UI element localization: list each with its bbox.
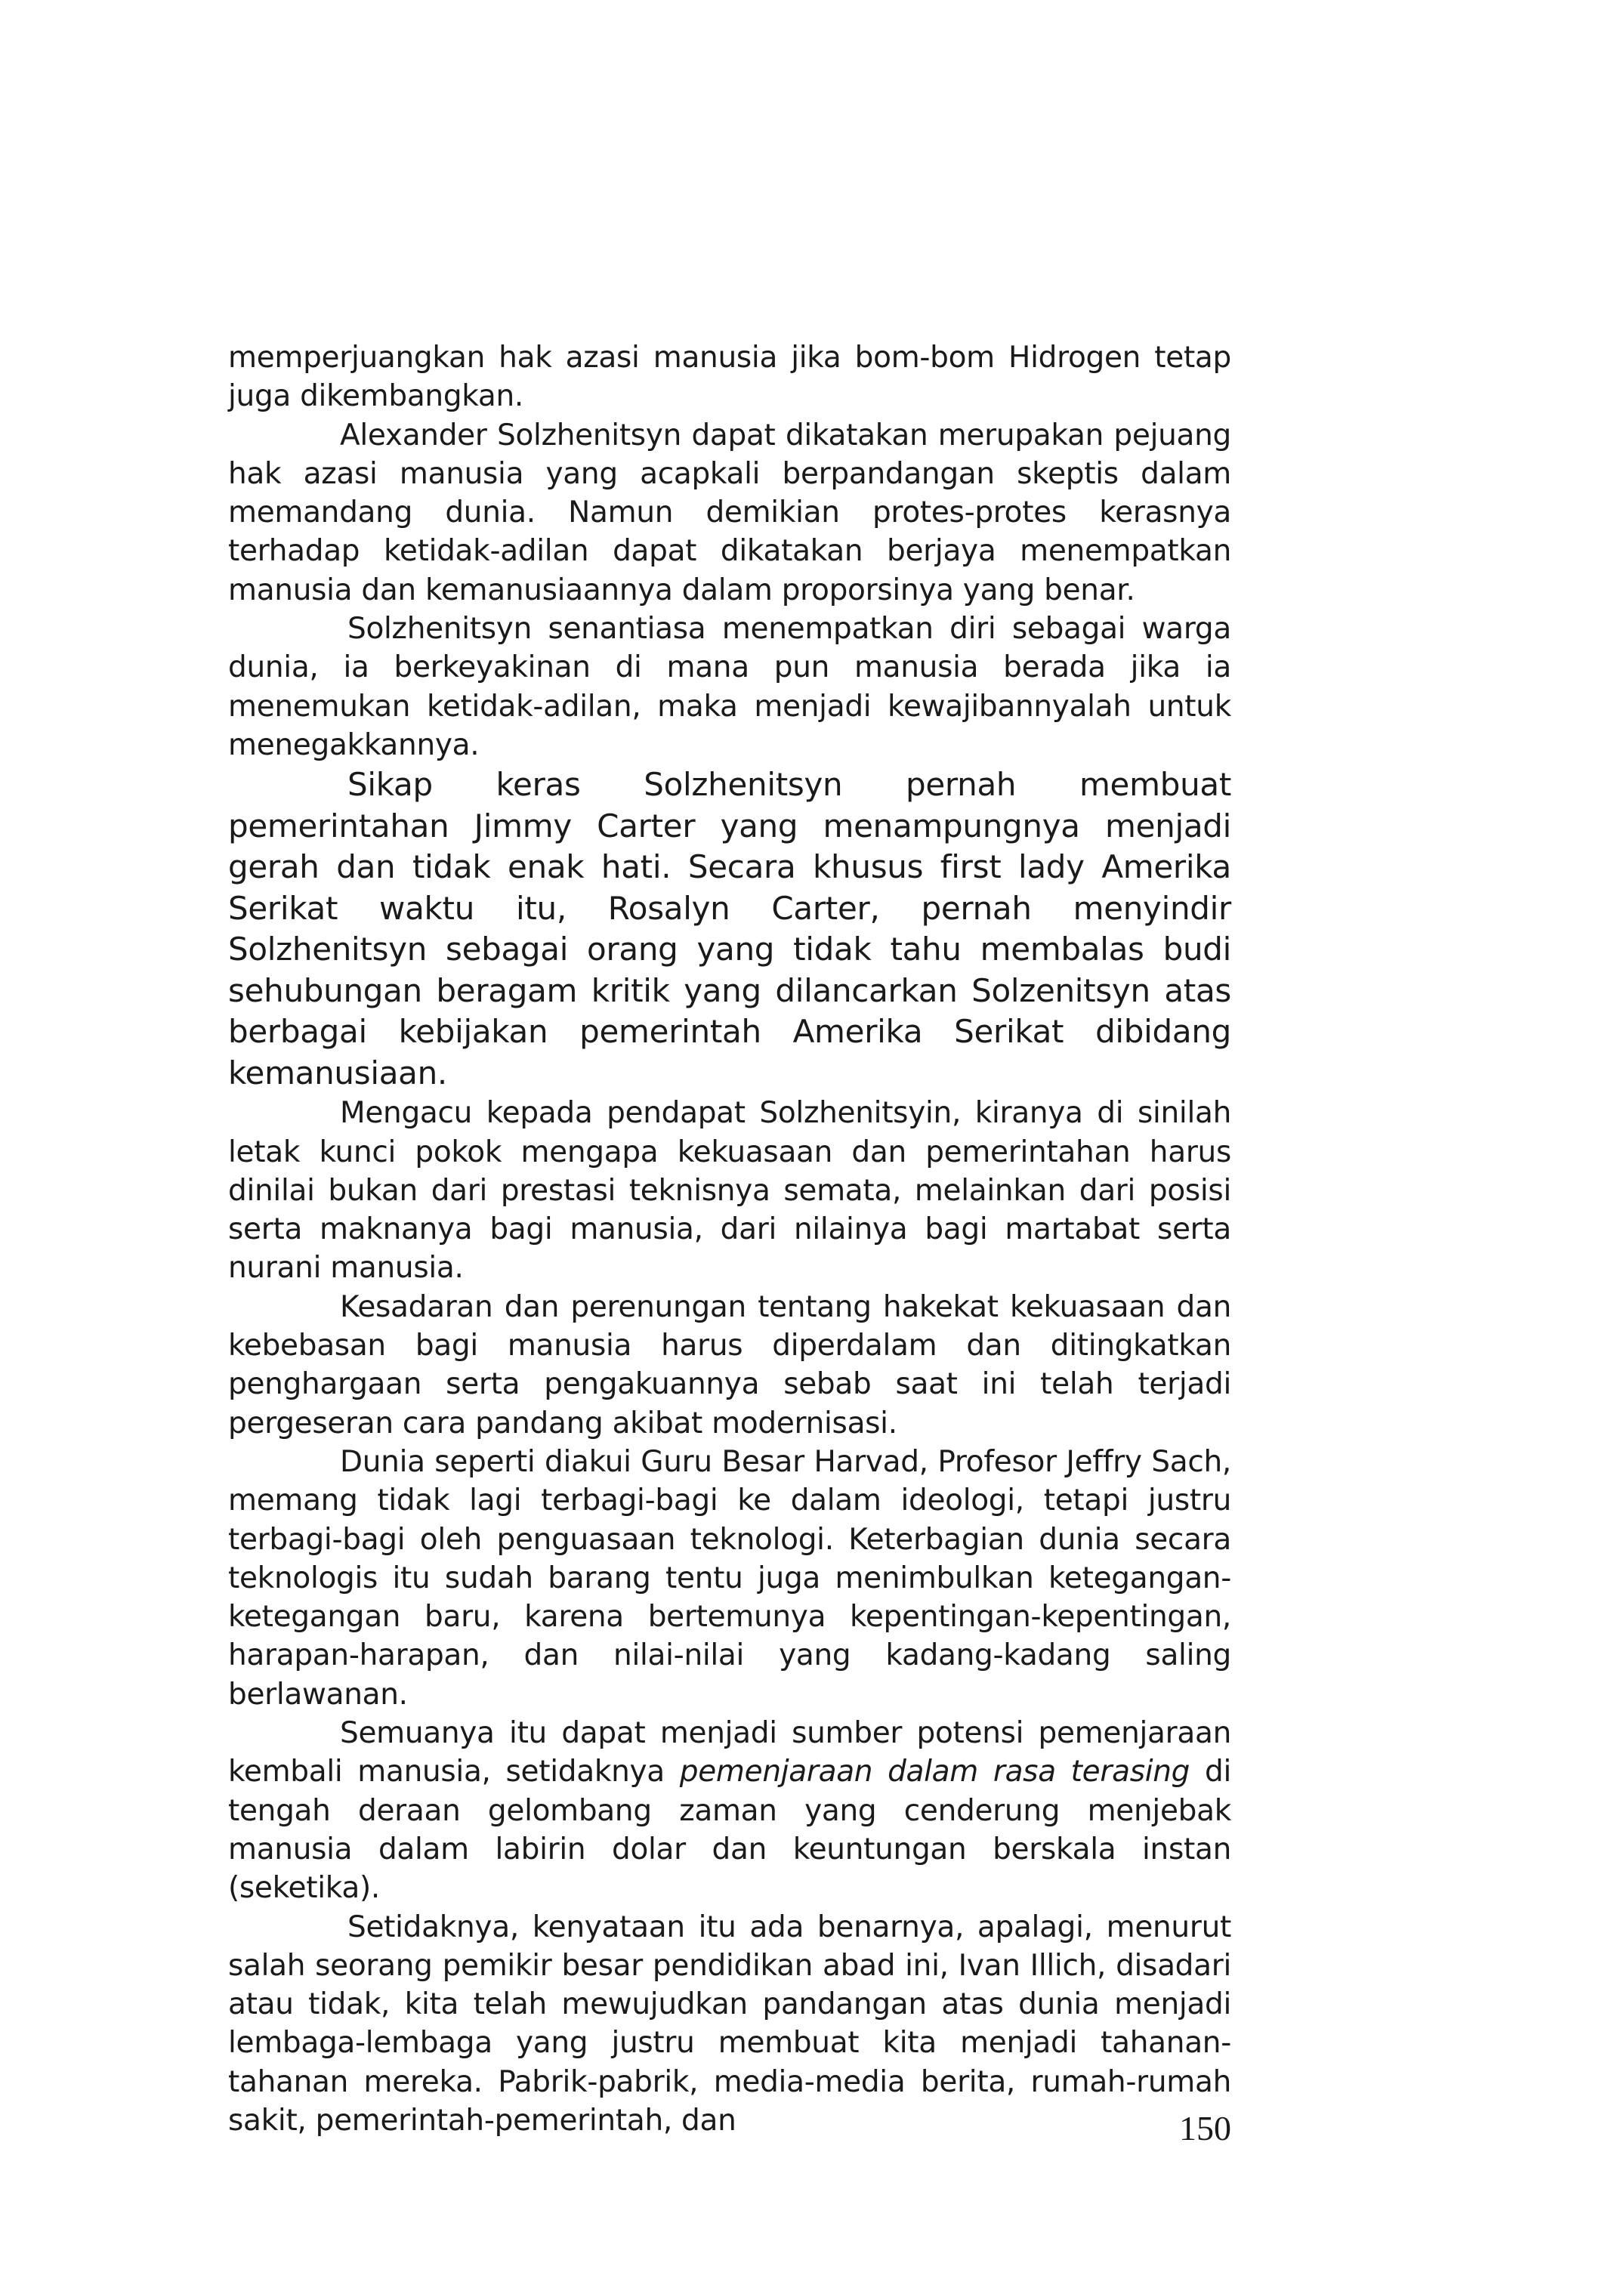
paragraph-5: Mengacu kepada pendapat Solzhenitsyin, kiranya di sinilah letak kunci pokok mengapa kekuasaan dan pemerintahan harus dinilai bukan dari prestasi teknisnya semata, melainkan dari posisi serta maknanya bagi manusia, dari nilainya bagi martabat serta nurani manusia. bbox=[228, 1096, 1231, 1286]
paragraph-8-italic-phrase: pemenjaraan dalam rasa terasing bbox=[679, 1755, 1190, 1789]
paragraph-8-text-after: di tengah deraan gelombang zaman yang cenderung menjebak manusia dalam labirin dolar dan keuntungan berskala instan (seketika). bbox=[228, 1755, 1231, 1906]
paragraph-7: Dunia seperti diakui Guru Besar Harvad, Profesor Jeffry Sach, memang tidak lagi terbagi-bagi ke dalam ideologi, tetapi justru terbagi-bagi oleh penguasaan teknologi. Keterbagian dunia secara teknologis itu sudah barang tentu juga menimbulkan ketegangan-ketegangan baru, karena bertemunya kepentingan-kepentingan, harapan-harapan, dan nilai-nilai yang kadang-kadang saling berlawanan. bbox=[228, 1444, 1231, 1712]
paragraph-3: Solzhenitsyn senantiasa menempatkan diri sebagai warga dunia, ia berkeyakinan di mana pun manusia berada jika ia menemukan ketidak-adilan, maka menjadi kewajibannyalah untuk menegakkannya. bbox=[228, 612, 1231, 762]
paragraph-9: Setidaknya, kenyataan itu ada benarnya, apalagi, menurut salah seorang pemikir besar pendidikan abad ini, Ivan Illich, disadari atau tidak, kita telah mewujudkan pandangan atas dunia menjadi lembaga-lembaga yang justru membuat kita menjadi tahanan-tahanan mereka. Pabrik-pabrik, media-media berita, rumah-rumah sakit, pemerintah-pemerintah, dan bbox=[228, 1910, 1231, 2138]
body-text bbox=[228, 338, 1231, 2140]
paragraph-8 bbox=[228, 1714, 1231, 1907]
paragraph-4: Sikap keras Solzhenitsyn pernah membuat pemerintahan Jimmy Carter yang menampungnya menjadi gerah dan tidak enak hati. Secara khusus first lady Amerika Serikat waktu itu, Rosalyn Carter, pernah menyindir Solzhenitsyn sebagai orang yang tidak tahu membalas budi sehubungan beragam kritik yang dilancarkan Solzenitsyn atas berbagai kebijakan pemerintah Amerika Serikat dibidang kemanusiaan. bbox=[228, 766, 1231, 1091]
paragraph-6: Kesadaran dan perenungan tentang hakekat kekuasaan dan kebebasan bagi manusia harus diperdalam dan ditingkatkan penghargaan serta pengakuannya sebab saat ini telah terjadi pergeseran cara pandang akibat modernisasi. bbox=[228, 1289, 1231, 1440]
page-number: 150 bbox=[1179, 2109, 1231, 2147]
paragraph-8-text-before: Semuanya itu dapat menjadi sumber potensi pemenjaraan kembali manusia, setidaknya bbox=[228, 1716, 1231, 1789]
paragraph-1: memperjuangkan hak azasi manusia jika bom-bom Hidrogen tetap juga dikembangkan. bbox=[228, 341, 1231, 414]
paragraph-2: Alexander Solzhenitsyn dapat dikatakan merupakan pejuang hak azasi manusia yang acapkali berpandangan skeptis dalam memandang dunia. Namun demikian protes-protes kerasnya terhadap ketidak-adilan dapat dikatakan berjaya menempatkan manusia dan kemanusiaannya dalam proporsinya yang benar. bbox=[228, 418, 1231, 607]
